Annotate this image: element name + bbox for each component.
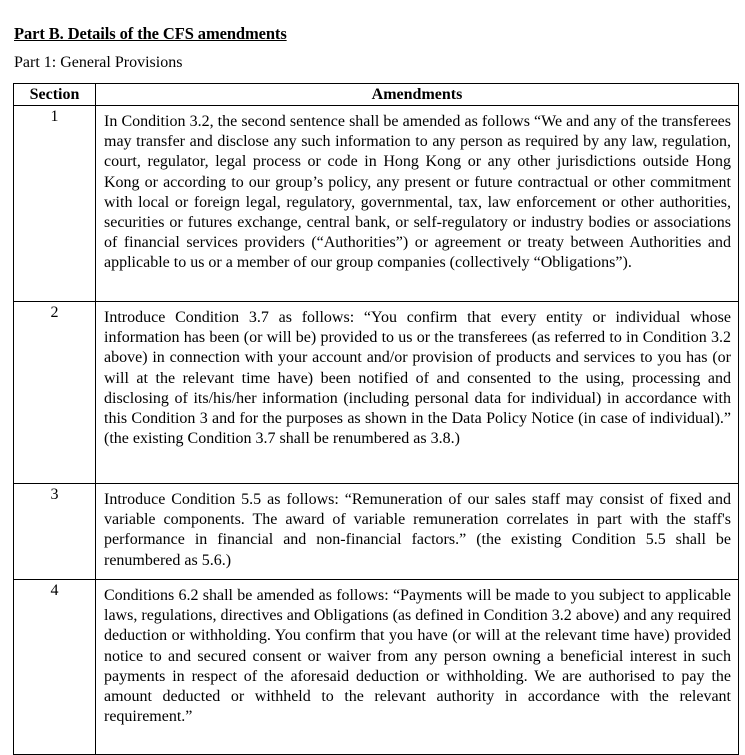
amendment-text: Introduce Condition 5.5 as follows: “Remuneration of our sales staff may consist of fixed and variable components. The award of variable remuneration correlates in part with the staff's performance in financial and non-financial factors.” (the existing Condition 5.5 shall be renumbered as 5.6.)	[96, 484, 739, 580]
table-header-row	[14, 84, 739, 106]
amendment-text: Introduce Condition 3.7 as follows: “You confirm that every entity or individual whose information has been (or will be) provided to us or the transferees (as referred to in Condition 3.2 above) in connection with your account and/or provision of products and services to you has (or will at the relevant time have) been notified of and consented to the using, processing and disclosing of its/his/her information (including personal data for individual) in accordance with this Condition 3 and for the purposes as shown in the Data Policy Notice (in case of individual).” (the existing Condition 3.7 shall be renumbered as 3.8.)	[96, 302, 739, 484]
table-row	[14, 484, 739, 580]
table-row	[14, 580, 739, 755]
table-row	[14, 302, 739, 484]
document-title: Part B. Details of the CFS amendments	[14, 24, 287, 43]
amendment-text: In Condition 3.2, the second sentence shall be amended as follows “We and any of the transferees may transfer and disclose any such information to any person as required by any law, regulation, court, regulator, legal process or code in Hong Kong or any other jurisdictions outside Hong Kong or according to our group’s policy, any present or future contractual or other commitment with local or foreign legal, regulatory, governmental, tax, law enforcement or other authorities, securities or futures exchange, central bank, or self-regulatory or industry bodies or associations of financial services providers (“Authorities”) or agreement or treaty between Authorities and applicable to us or a member of our group companies (collectively “Obligations”).	[96, 106, 739, 302]
amendments-table	[13, 83, 739, 755]
table-row	[14, 106, 739, 302]
section-number: 2	[14, 302, 96, 484]
header-section: Section	[14, 84, 96, 106]
document-subtitle: Part 1: General Provisions	[14, 54, 183, 71]
amendment-text: Conditions 6.2 shall be amended as follows: “Payments will be made to you subject to applicable laws, regulations, directives and Obligations (as defined in Condition 3.2 above) and any required deduction or withholding. You confirm that you have (or will at the relevant time have) provided notice to and secured consent or waiver from any person owning a beneficial interest in such payments in respect of the aforesaid deduction or withholding. We are authorised to pay the amount deducted or withheld to the relevant authority in accordance with the relevant requirement.”	[96, 580, 739, 755]
section-number: 1	[14, 106, 96, 302]
section-number: 3	[14, 484, 96, 580]
header-amendments: Amendments	[96, 84, 739, 106]
section-number: 4	[14, 580, 96, 755]
